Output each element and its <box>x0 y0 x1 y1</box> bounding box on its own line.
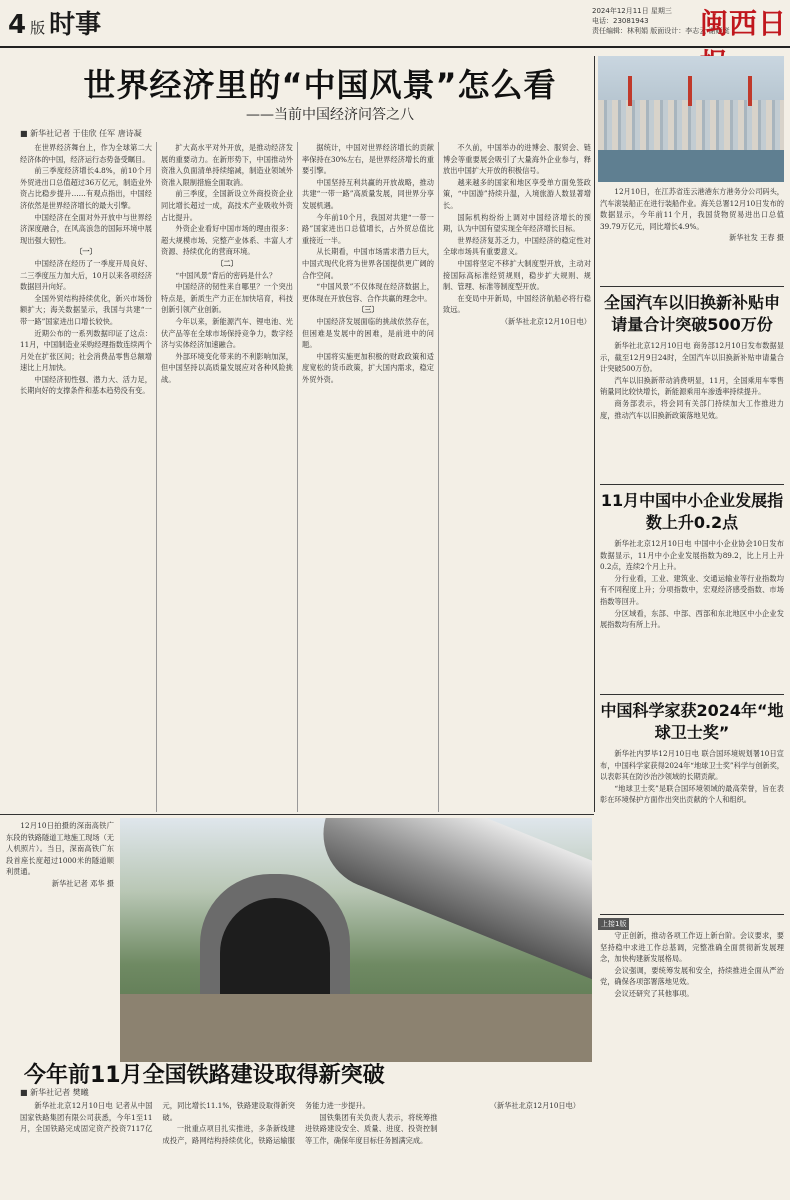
photo-credit: 新华社发 王春 摄 <box>729 233 784 243</box>
caption-text: 12月10日，在江苏省连云港港东方港务分公司码头，汽车滚装船正在进行装船作业。海关总署12月10日发布的数据显示，今年前11个月，我国货物贸易进出口总值39.79万亿元，同比增长4.9%。 <box>600 187 784 231</box>
story-divider <box>600 694 784 695</box>
paragraph: 据统计，中国对世界经济增长的贡献率保持在30%左右，是世界经济增长的重要引擎。 <box>302 143 434 176</box>
paragraph: 守正创新，推动各项工作迈上新台阶。会议要求，要坚持稳中求进工作总基调，完整准确全面贯彻新发展理念，加快构建新发展格局。 <box>600 931 784 964</box>
rail-headline: 今年前11月全国铁路建设取得新突破 <box>24 1063 385 1088</box>
paragraph: 中国经济的韧性来自哪里？一个突出特点是，新质生产力正在加快培育，科技创新引领产业创新。 <box>161 282 293 315</box>
port-crane <box>628 76 632 106</box>
paragraph: 前三季度经济增长4.8%，前10个月外贸进出口总值超过36万亿元，制造业外资占比稳步提升……有观点指出，中国经济依然是世界经济增长的最大引擎。 <box>20 166 152 210</box>
newspaper-logo: 闽西日 <box>700 7 788 40</box>
paragraph: 在世界经济舞台上，作为全球第二大经济体的中国，经济运行态势备受瞩目。 <box>20 143 152 164</box>
side-story-body-2 <box>600 538 784 690</box>
port-photo-caption <box>600 186 784 244</box>
railway-photo <box>120 818 592 1062</box>
paragraph: 中国坚持互利共赢的开放战略，推动共建“一带一路”高质量发展，同世界分享发展机遇。 <box>302 177 434 210</box>
paragraph: 今年以来，新能源汽车、锂电池、光伏产品等在全球市场保持竞争力，数字经济与实体经济加速融合。 <box>161 316 293 350</box>
paragraph: 从长期看，中国市场需求潜力巨大，中国式现代化将为世界各国提供更广阔的合作空间。 <box>302 247 434 280</box>
story-divider <box>600 286 784 287</box>
paragraph: 前三季度，全国新设立外商投资企业同比增长超过一成，高技术产业吸收外资占比提升。 <box>161 189 293 222</box>
paragraph: 商务部表示，将会同有关部门持续加大工作推进力度，推动汽车以旧换新政策落地见效。 <box>600 398 784 420</box>
side-continued-body <box>600 930 784 1196</box>
page-ban-label: 版 <box>30 19 46 37</box>
paragraph: 中国经济发展面临的挑战依然存在，但困难是发展中的困难，是前进中的问题。 <box>302 316 434 350</box>
paragraph: 扩大高水平对外开放，是推动经济发展的重要动力。在新形势下，中国推动外资准入负面清单持续缩减，制造业领域外资准入限制措施全面取消。 <box>161 143 293 187</box>
dateline: （新华社北京12月10日电） <box>500 316 591 326</box>
paragraph: 国铁集团有关负责人表示，将统筹推进铁路建设安全、质量、进度、投资控制等工作，确保年度目标任务圆满完成。 <box>305 1112 438 1145</box>
paragraph: 汽车以旧换新带动消费明显，11月，全国乘用车零售销量同比较快增长，新能源乘用车渗透率持续提升。 <box>600 375 784 397</box>
paragraph: 中国经济在全面对外开放中与世界经济深度融合，在风高浪急的国际环境中展现出强大韧性。 <box>20 212 152 245</box>
paragraph: 外资企业看好中国市场的理由很多：超大规模市场、完整产业体系、丰富人才资源、持续优化的营商环境。 <box>161 224 293 257</box>
page-number-block <box>8 4 101 41</box>
section-divider <box>0 814 594 815</box>
masthead <box>0 0 790 48</box>
paragraph: “地球卫士奖”是联合国环境领域的最高荣誉，旨在表彰在环境保护方面作出突出贡献的个人和组织。 <box>600 783 784 805</box>
continued-tag: 上接1版 <box>598 918 629 930</box>
paragraph: 世界经济复苏乏力，中国经济的稳定性对全球市场具有重要意义。 <box>443 235 591 257</box>
column-divider <box>438 142 439 812</box>
lead-column-1 <box>20 142 152 812</box>
port-photo <box>598 56 784 182</box>
story-divider <box>600 484 784 485</box>
paragraph: 今年前10个月，我国对共建“一带一路”国家进出口总值增长，占外贸总值比重接近一半。 <box>302 212 434 245</box>
paragraph: 会议强调，要统筹发展和安全，持续推进全面从严治党，确保各项部署落地见效。 <box>600 965 784 987</box>
paragraph: 分行业看，工业、建筑业、交通运输业等行业指数均有不同程度上升；分项指数中，宏观经济感受指数、市场指数等回升。 <box>600 573 784 606</box>
lead-column-4 <box>443 142 591 812</box>
date-line: 2024年12月11日 星期三 <box>592 7 672 15</box>
paragraph: 分区域看，东部、中部、西部和东北地区中小企业发展指数均有所上升。 <box>600 608 784 630</box>
section-name: 时事 <box>49 10 102 40</box>
side-story-title-3: 中国科学家获2024年“地球卫士奖” <box>600 701 784 742</box>
paragraph: 中国经济韧性强、潜力大、活力足，长期向好的支撑条件和基本趋势没有变。 <box>20 374 152 396</box>
paragraph: “中国风景”背后的密码是什么？ <box>175 270 277 280</box>
column-divider <box>156 142 157 812</box>
phone-line: 电话：23081943 <box>592 17 649 25</box>
lead-column-3 <box>302 142 434 812</box>
dateline: （新华社北京12月10日电） <box>489 1101 580 1110</box>
photo-credit: 新华社记者 邓华 摄 <box>51 878 114 888</box>
section-marker: 〔一〕 <box>75 247 97 257</box>
rail-photo-caption <box>6 820 114 890</box>
paragraph: 国际机构纷纷上调对中国经济增长的预期，认为中国有望实现全年经济增长目标。 <box>443 212 591 234</box>
section-marker: 〔三〕 <box>357 305 379 315</box>
sidebar-divider <box>594 56 595 812</box>
paragraph: 新华社北京12月10日电 商务部12月10日发布数据显示，截至12月9日24时，全国汽车以旧换新补贴申请量合计突破500万份。 <box>600 341 784 374</box>
lead-byline: ■ 新华社记者 于佳欣 任军 唐诗凝 <box>20 129 142 138</box>
side-story-body-1 <box>600 340 784 480</box>
paragraph: 越来越多的国家和地区享受单方面免签政策，“中国游”持续升温，入境旅游人数显著增长。 <box>443 177 591 210</box>
side-story-title-2: 11月中国中小企业发展指数上升0.2点 <box>600 491 784 532</box>
paragraph: 近期公布的一系列数据印证了这点：11月，中国制造业采购经理指数连续两个月处在扩张区间；社会消费品零售总额增速比上月加快。 <box>20 328 152 373</box>
lead-subhead: ——当前中国经济问答之八 <box>246 107 414 123</box>
paragraph: 新华社北京12月10日电 中国中小企业协会10日发布数据显示，11月中小企业发展指数为89.2，比上月上升0.2点，连续2个月上升。 <box>600 539 784 572</box>
page-number: 4 <box>8 10 27 40</box>
construction-ground <box>120 994 592 1062</box>
port-crane <box>688 76 692 106</box>
paragraph: 全国外贸结构持续优化，新兴市场份额扩大；海关数据显示，我国与共建“一带一路”国家进出口增长较快。 <box>20 293 152 326</box>
port-dock <box>598 100 784 150</box>
caption-text: 12月10日拍摄的深南高铁广东段的铁路隧道工地施工现场（无人机照片）。当日，深南高铁广东段首座长度超过1000米的隧道顺利贯通。 <box>6 821 114 877</box>
story-divider <box>600 914 784 915</box>
port-water <box>598 150 784 182</box>
lead-column-2 <box>161 142 293 812</box>
paragraph: “中国风景”不仅体现在经济数据上，更体现在开放包容、合作共赢的理念中。 <box>302 282 434 303</box>
paragraph: 中国将坚定不移扩大制度型开放，主动对接国际高标准经贸规则，稳步扩大规则、规制、管理、标准等制度型开放。 <box>443 258 591 292</box>
editor-line: 责任编辑：林利娟 版面设计：李志云 谢蜓蜓 <box>592 27 730 35</box>
port-crane <box>748 76 752 106</box>
side-story-body-3 <box>600 748 784 910</box>
side-story-title-1: 全国汽车以旧换新补贴申请量合计突破500万份 <box>603 293 780 334</box>
section-marker: 〔二〕 <box>216 258 238 268</box>
masthead-meta <box>592 6 730 36</box>
paragraph: 中国将实施更加积极的财政政策和适度宽松的货币政策，扩大国内需求，稳定外贸外资。 <box>302 351 434 384</box>
rail-story-body <box>20 1100 580 1196</box>
lead-headline: 世界经济里的“中国风景”怎么看 <box>83 66 557 104</box>
paragraph: 会议还研究了其他事项。 <box>614 988 694 998</box>
paragraph: 新华社北京12月10日电 记者从中国国家铁路集团有限公司获悉，今年1至11月，全国铁路完成固定资产投资7117亿元，同比增长11.1%，铁路建设取得新突破。 <box>20 1101 295 1134</box>
paragraph: 外部环境变化带来的不利影响加深，但中国坚持以高质量发展应对各种风险挑战。 <box>161 351 293 384</box>
paragraph: 不久前，中国举办的进博会、服贸会、链博会等重要展会吸引了大量海外企业参与，释放出中国扩大开放的积极信号。 <box>443 143 591 176</box>
rail-byline: ■ 新华社记者 樊曦 <box>20 1088 89 1097</box>
paragraph: 中国经济在经历了一季度开局良好、二三季度压力加大后，10月以来各项经济数据回升向好。 <box>20 258 152 292</box>
paragraph: 新华社内罗毕12月10日电 联合国环境规划署10日宣布，中国科学家获得2024年“地球卫士奖”科学与创新奖，以表彰其在防沙治沙领域的长期贡献。 <box>600 749 784 782</box>
column-divider <box>297 142 298 812</box>
paragraph: 一批重点项目扎实推进，多条新线建成投产，路网结构持续优化，铁路运输服务能力进一步提升。 <box>162 1101 370 1145</box>
paragraph: 在变局中开新局，中国经济航船必将行稳致远。 <box>443 293 591 315</box>
